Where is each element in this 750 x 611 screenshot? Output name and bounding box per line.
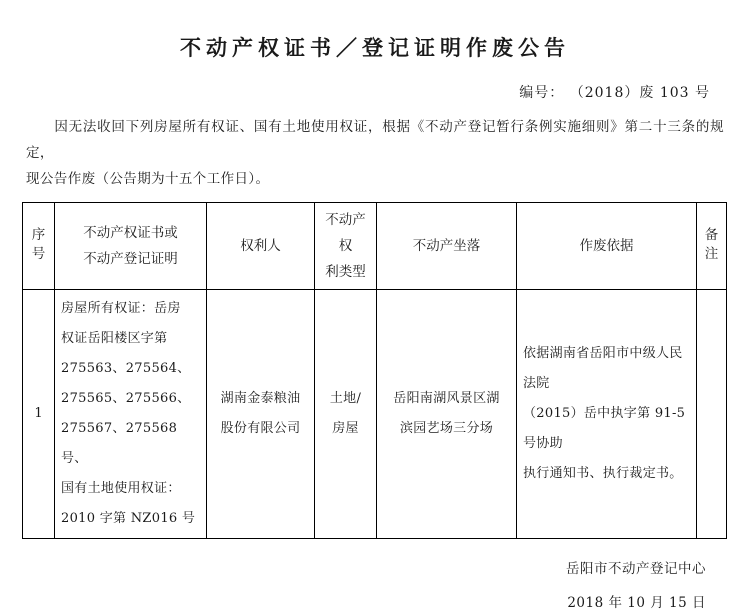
page-title: 不动产权证书／登记证明作废公告 xyxy=(180,35,570,60)
cell-remark xyxy=(697,290,727,539)
table-header-row xyxy=(23,203,727,290)
basis-line: 依据湖南省岳阳市中级人民法院 xyxy=(523,346,683,391)
basis-line: 执行通知书、执行裁定书。 xyxy=(523,466,683,481)
header-seq-line-1: 序 号 xyxy=(31,226,46,262)
location-line: 滨园艺场三分场 xyxy=(399,421,494,436)
header-location: 不动产坐落 xyxy=(377,203,517,290)
cert-line: 2010 字第 NZ016 号 xyxy=(61,511,196,526)
cert-line: 275567、275568 号、 xyxy=(61,421,178,466)
cell-certificate xyxy=(55,290,207,539)
cert-line: 275563、275564、 xyxy=(61,361,191,376)
header-basis: 作废依据 xyxy=(517,203,697,290)
cell-rights-type xyxy=(315,290,377,539)
header-rights-type-line-2: 利类型 xyxy=(325,264,366,280)
type-line: 房屋 xyxy=(332,421,359,436)
type-line: 土地/ xyxy=(329,391,362,406)
cell-rights-type-lines xyxy=(321,384,370,444)
announcement-page xyxy=(0,32,750,611)
header-certificate-line-2: 不动产登记证明 xyxy=(83,251,178,267)
header-remark-text: 备 注 xyxy=(704,226,719,262)
cell-basis xyxy=(517,290,697,539)
cell-owner xyxy=(207,290,315,539)
cell-seq: 1 xyxy=(23,290,55,539)
owner-line: 股份有限公司 xyxy=(220,421,301,436)
header-remark xyxy=(697,203,727,290)
cert-line: 房屋所有权证：岳房 xyxy=(61,301,181,316)
cert-line: 国有土地使用权证： xyxy=(61,481,181,496)
header-rights-type xyxy=(315,203,377,290)
cell-basis-lines xyxy=(523,339,690,489)
header-certificate xyxy=(55,203,207,290)
cell-location-lines xyxy=(383,384,510,444)
header-seq xyxy=(23,203,55,290)
cell-owner-lines xyxy=(213,384,308,444)
cell-certificate-lines xyxy=(61,294,200,534)
document-number: 编号： （2018）废 103 号 xyxy=(519,85,710,101)
header-rights-type-line-1: 不动产权 xyxy=(325,212,366,254)
intro-paragraph xyxy=(22,114,728,192)
location-line: 岳阳南湖风景区湖 xyxy=(393,391,500,406)
cert-line: 权证岳阳楼区字第 xyxy=(61,331,168,346)
issuing-authority: 岳阳市不动产登记中心 xyxy=(566,561,706,577)
cert-line: 275565、275566、 xyxy=(61,391,191,406)
intro-line-1: 因无法收回下列房屋所有权证、国有土地使用权证，根据《不动产登记暂行条例实施细则》第二十三条的规定， xyxy=(26,119,724,161)
header-certificate-line-1: 不动产权证书或 xyxy=(83,225,178,241)
basis-line: （2015）岳中执字第 91-5 号协助 xyxy=(523,406,686,451)
issue-date: 2018 年 10 月 15 日 xyxy=(567,595,706,611)
header-owner: 权利人 xyxy=(207,203,315,290)
table-row xyxy=(23,290,727,539)
cell-location xyxy=(377,290,517,539)
revocation-table xyxy=(22,202,727,539)
intro-line-2: 现公告作废（公告期为十五个工作日）。 xyxy=(26,171,270,187)
owner-line: 湖南金泰粮油 xyxy=(220,391,301,406)
